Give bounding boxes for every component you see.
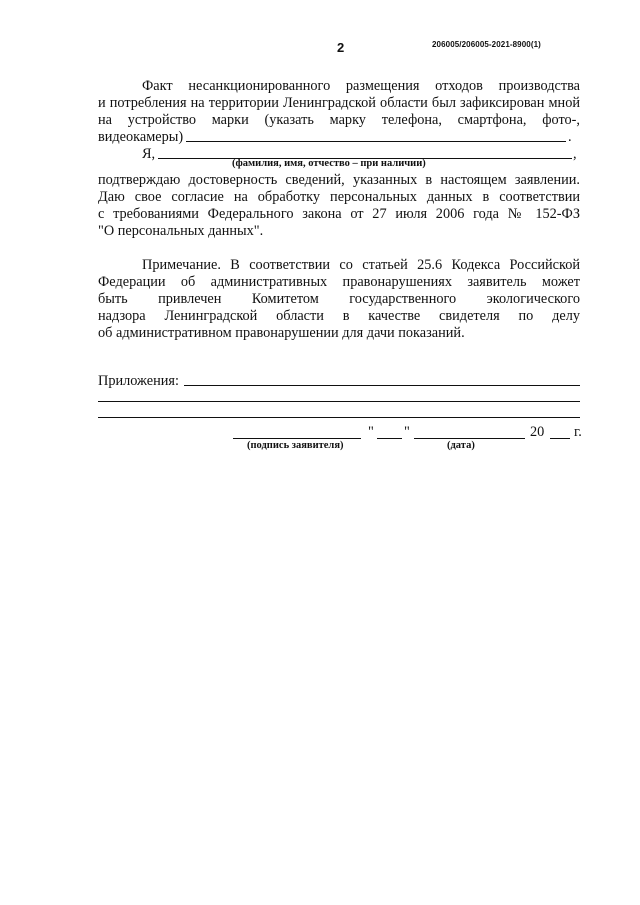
signature-input-line[interactable]	[233, 438, 361, 439]
note-line: Примечание. В соответствии со статьей 25.6 Кодекса Российской	[142, 257, 580, 273]
paragraph-line: с требованиями Федерального закона от 27 июля 2006 года № 152-ФЗ	[98, 206, 580, 222]
date-quote-close: "	[404, 424, 410, 440]
device-input-line[interactable]	[186, 141, 566, 142]
identity-suffix: ,	[573, 146, 577, 162]
note-line: об административном правонарушении для дачи показаний.	[98, 325, 465, 341]
note-line: Федерации об административных правонарушениях заявитель может	[98, 274, 580, 290]
attachments-label: Приложения:	[98, 373, 179, 389]
device-label: видеокамеры)	[98, 129, 184, 145]
paragraph-line: подтверждаю достоверность сведений, указанных в настоящем заявлении.	[98, 172, 580, 188]
date-caption: (дата)	[447, 440, 475, 451]
page-number: 2	[337, 40, 345, 55]
date-quote-open: "	[368, 424, 374, 440]
signature-caption: (подпись заявителя)	[247, 440, 344, 451]
year-input-line[interactable]	[550, 438, 570, 439]
note-line: быть привлечен Комитетом государственного экологического	[98, 291, 580, 307]
full-name-caption: (фамилия, имя, отчество – при наличии)	[232, 158, 426, 169]
month-input-line[interactable]	[414, 438, 525, 439]
attachments-input-line[interactable]	[98, 417, 580, 418]
paragraph-line: и потребления на территории Ленинградской области был зафиксирован мной	[98, 95, 580, 111]
note-line: надзора Ленинградской области в качестве свидетеля по делу	[98, 308, 580, 324]
paragraph-line	[98, 129, 580, 146]
paragraph-line: на устройство марки (указать марку телефона, смартфона, фото-,	[98, 112, 580, 128]
identity-prefix: Я,	[142, 146, 156, 162]
attachments-input-line[interactable]	[98, 401, 580, 402]
paragraph-line: Факт несанкционированного размещения отходов производства	[142, 78, 580, 94]
paragraph-line: Даю свое согласие на обработку персональных данных в соответствии	[98, 189, 580, 205]
document-code: 206005/206005-2021-8900(1)	[432, 40, 541, 49]
device-line-end: .	[568, 129, 572, 145]
paragraph-line: "О персональных данных".	[98, 223, 264, 239]
year-prefix: 20	[530, 424, 545, 440]
day-input-line[interactable]	[377, 438, 402, 439]
attachments-input-line[interactable]	[184, 385, 580, 386]
year-suffix: г.	[574, 424, 582, 440]
